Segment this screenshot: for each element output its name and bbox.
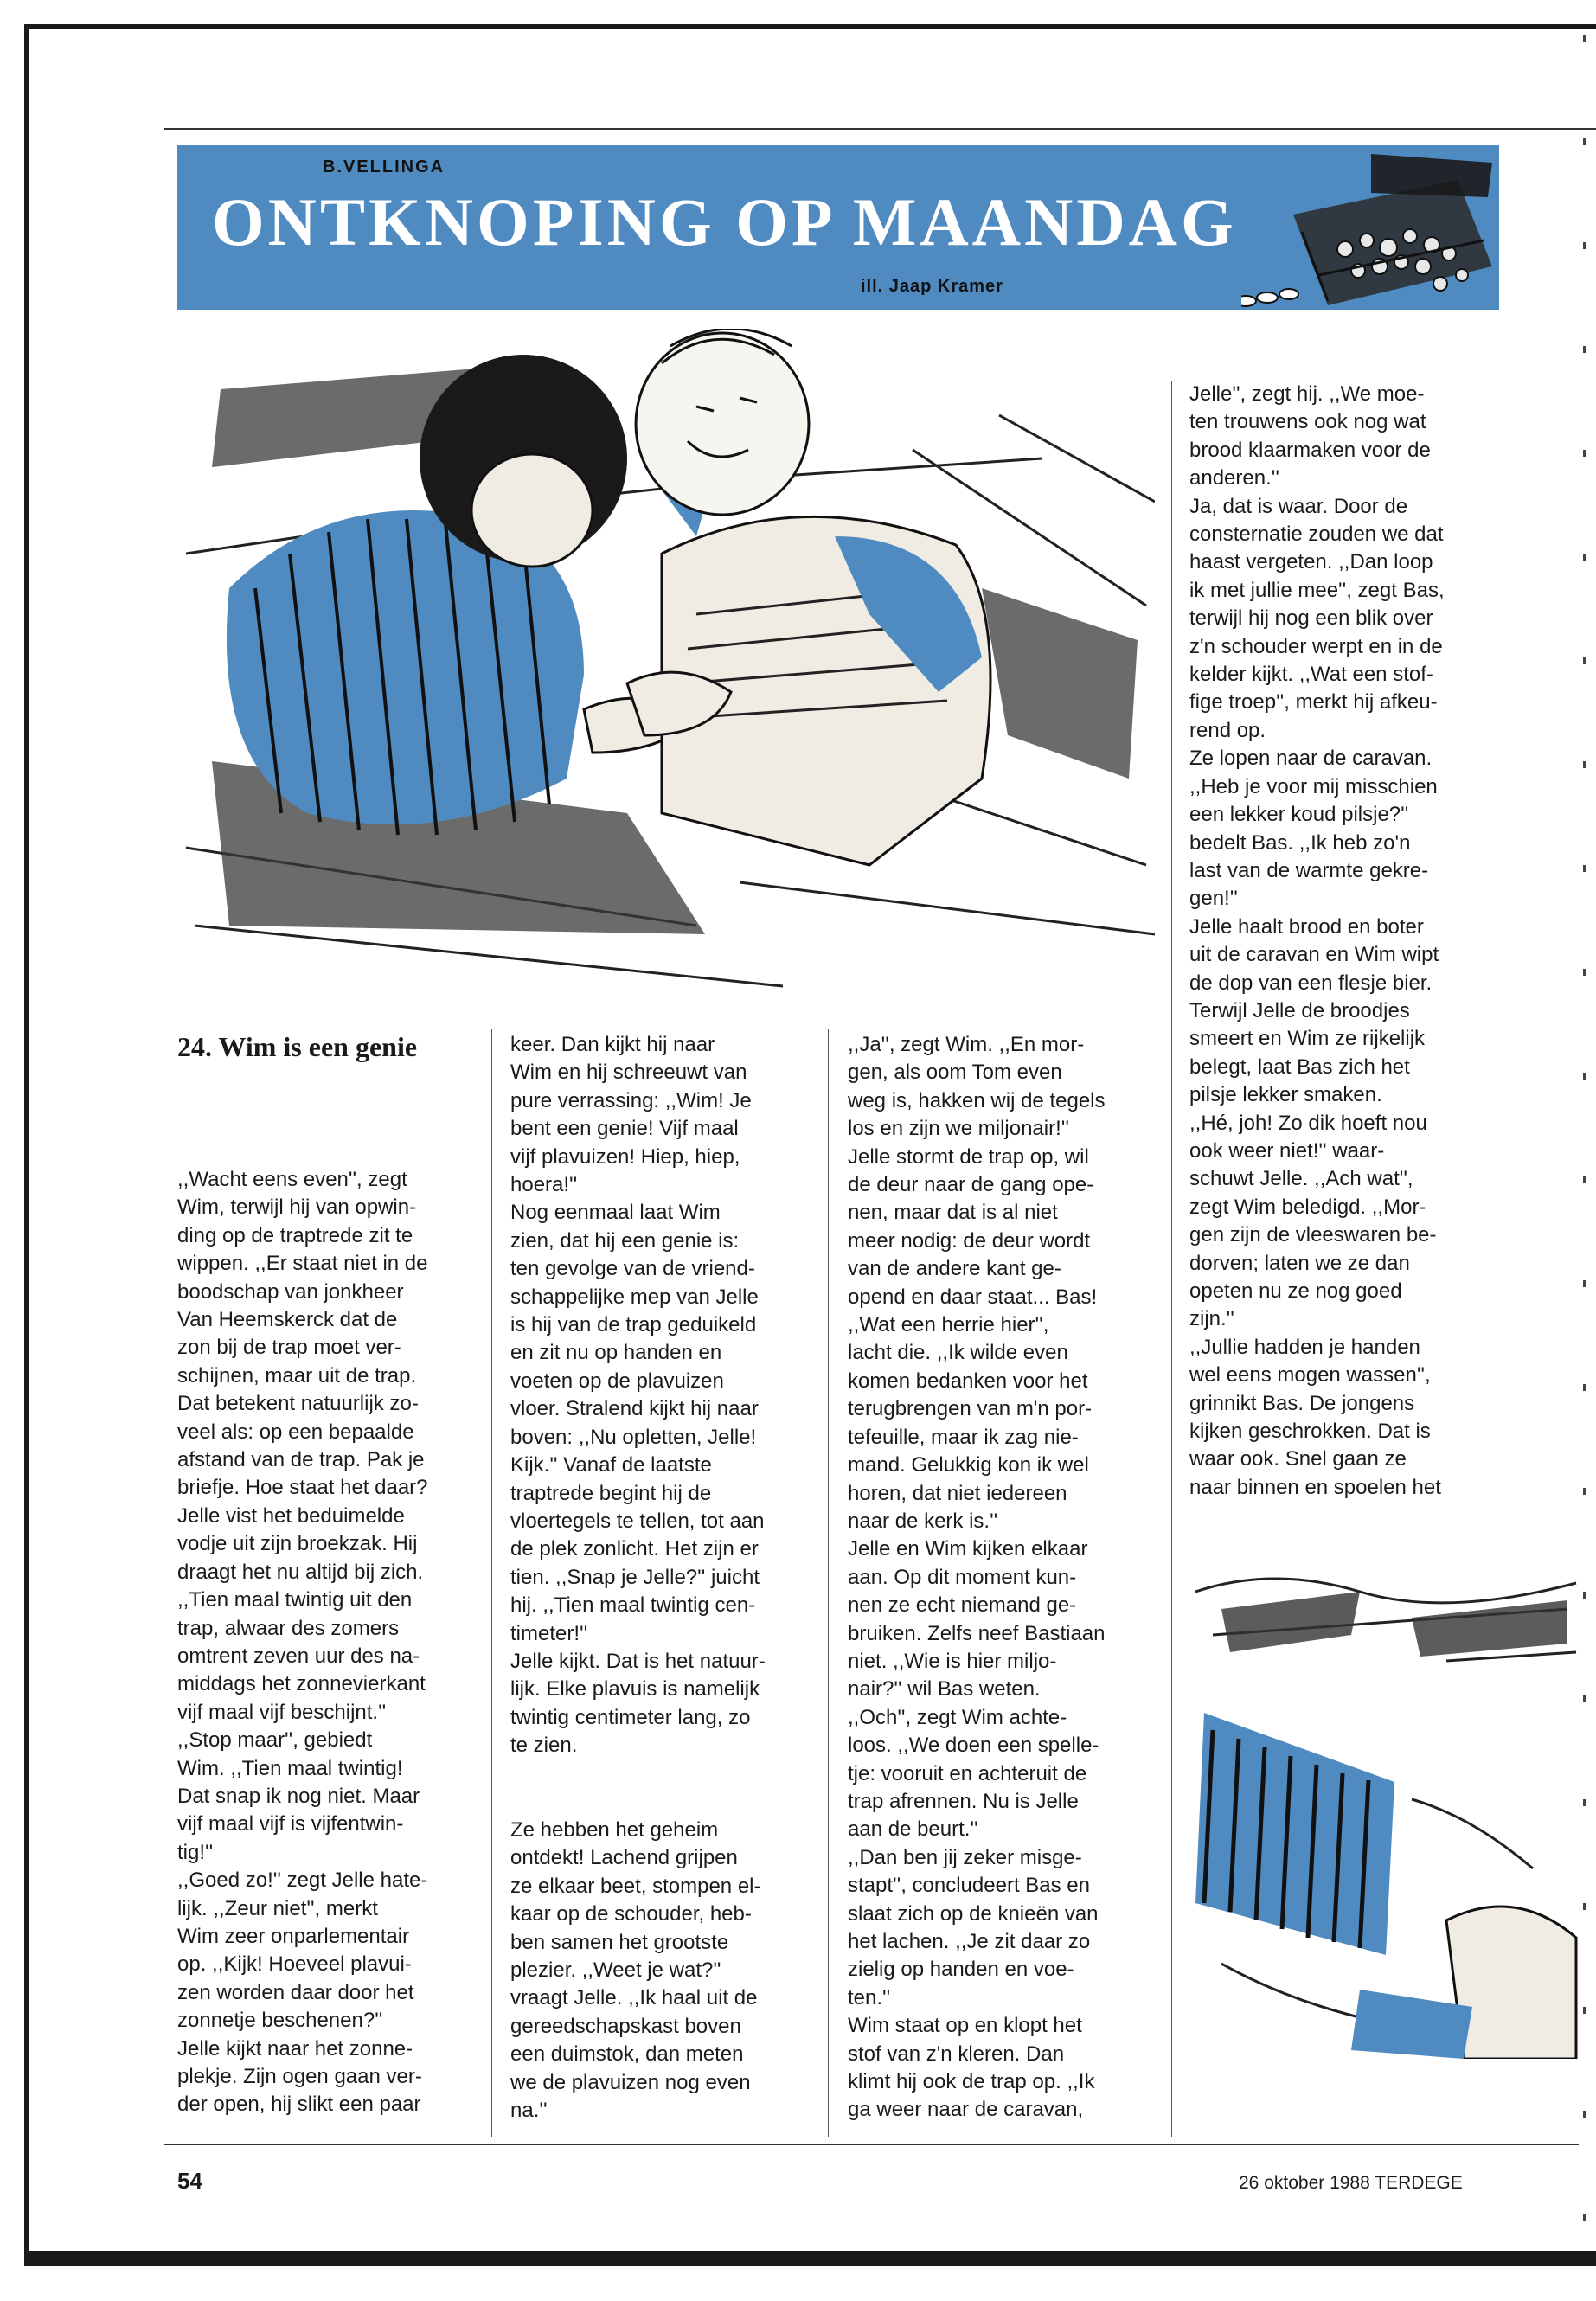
- page-frame-left: [24, 24, 29, 2266]
- text-line: vijf plavuizen! Hiep, hiep,: [510, 1144, 740, 1169]
- text-line: Wim zeer onparlementair: [177, 1924, 410, 1948]
- text-line: boven: ,,Nu opletten, Jelle!: [510, 1425, 757, 1449]
- text-line: ,,Heb je voor mij misschien: [1189, 774, 1438, 798]
- text-line: meer nodig: de deur wordt: [848, 1228, 1091, 1253]
- text-line: gereedschapskast boven: [510, 2014, 741, 2038]
- illustrator-credit: ill. Jaap Kramer: [861, 277, 1003, 296]
- author-name: B.VELLINGA: [323, 157, 445, 176]
- text-line: slaat zich op de knieën van: [848, 1901, 1099, 1926]
- text-line: dorven; laten we ze dan: [1189, 1251, 1410, 1275]
- text-line: te zien.: [510, 1734, 578, 1758]
- text-line: trap afrennen. Nu is Jelle: [848, 1789, 1079, 1813]
- text-line: vijf maal vijf beschijnt.'': [177, 1700, 387, 1724]
- text-line: nen ze echt niemand ge-: [848, 1593, 1077, 1618]
- text-line: de deur naar de gang ope-: [848, 1173, 1094, 1197]
- text-line: Dat snap ik nog niet. Maar: [177, 1784, 420, 1808]
- text-line: Jelle en Wim kijken elkaar: [848, 1537, 1088, 1561]
- text-line: gen!'': [1189, 887, 1238, 911]
- text-line: ,,Hé, joh! Zo dik hoeft nou: [1189, 1111, 1427, 1135]
- text-line: plekje. Zijn ogen gaan ver-: [177, 2065, 422, 2088]
- text-line: nair?'' wil Bas weten.: [848, 1677, 1041, 1702]
- chapter-heading: 24. Wim is een genie: [177, 1031, 418, 1062]
- text-line: keer. Dan kijkt hij naar: [510, 1033, 715, 1056]
- text-line: wippen. ,,Er staat niet in de: [177, 1252, 428, 1276]
- text-line: is hij van de trap geduikeld: [510, 1313, 757, 1337]
- title-banner: [177, 145, 1499, 310]
- text-line: last van de warmte gekre-: [1189, 858, 1429, 882]
- text-line: schijnen, maar uit de trap.: [177, 1363, 417, 1388]
- text-line: traptrede begint hij de: [510, 1481, 712, 1505]
- page-frame-top: [24, 24, 1596, 29]
- text-line: trap, alwaar des zomers: [177, 1616, 400, 1640]
- text-line: lijk. ,,Zeur niet'', merkt: [177, 1896, 378, 1920]
- text-line: ,,Stop maar'', gebiedt: [177, 1728, 373, 1753]
- text-line: ,,Goed zo!'' zegt Jelle hate-: [177, 1868, 428, 1893]
- text-line: lijk. Elke plavuis is namelijk: [510, 1677, 760, 1702]
- page-number: 54: [177, 2168, 202, 2194]
- text-line: klimt hij ook de trap op. ,,Ik: [848, 2070, 1095, 2094]
- text-line: de plek zonlicht. Het zijn er: [510, 1537, 759, 1561]
- text-line: niet. ,,Wie is hier miljo-: [848, 1649, 1057, 1673]
- text-line: tig!'': [177, 1840, 214, 1864]
- text-line: tefeuille, maar ik zag nie-: [848, 1425, 1079, 1449]
- text-line: we de plavuizen nog even: [510, 2070, 751, 2094]
- text-line: Jelle'', zegt hij. ,,We moe-: [1189, 382, 1425, 406]
- text-line: Terwijl Jelle de broodjes: [1189, 998, 1410, 1022]
- text-line: belegt, laat Bas zich het: [1189, 1054, 1410, 1079]
- text-line: een duimstok, dan meten: [510, 2042, 744, 2067]
- text-line: naar de kerk is.'': [848, 1509, 998, 1533]
- text-line: een lekker koud pilsje?'': [1189, 803, 1409, 827]
- text-line: weg is, hakken wij de tegels: [848, 1088, 1106, 1112]
- text-line: brood klaarmaken voor de: [1189, 438, 1431, 462]
- text-line: zijn.'': [1189, 1307, 1234, 1331]
- text-line: terugbrengen van m'n por-: [848, 1397, 1093, 1421]
- text-line: der open, hij slikt een paar: [177, 2093, 421, 2117]
- text-line: schappelijke mep van Jelle: [510, 1285, 759, 1309]
- text-line: gen zijn de vleeswaren be-: [1189, 1223, 1437, 1247]
- text-line: zonnetje beschenen?'': [177, 2009, 383, 2033]
- text-line: wel eens mogen wassen'',: [1189, 1363, 1431, 1388]
- text-line: briefje. Hoe staat het daar?: [177, 1476, 428, 1500]
- text-line: ga weer naar de caravan,: [848, 2098, 1084, 2122]
- text-line: gen, als oom Tom even: [848, 1061, 1062, 1085]
- text-line: zen worden daar door het: [177, 1980, 414, 2004]
- text-line: lacht die. ,,Ik wilde even: [848, 1341, 1068, 1365]
- text-line: zien, dat hij een genie is:: [510, 1228, 740, 1253]
- text-line: consternatie zouden we dat: [1189, 522, 1444, 547]
- footer-rule: [164, 2144, 1579, 2145]
- text-line: opeten nu ze nog goed: [1189, 1279, 1402, 1303]
- text-line: twintig centimeter lang, zo: [510, 1705, 751, 1729]
- text-line: tien. ,,Snap je Jelle?'' juicht: [510, 1565, 760, 1589]
- text-line: Dat betekent natuurlijk zo-: [177, 1392, 419, 1416]
- text-line: smeert en Wim ze rijkelijk: [1189, 1027, 1426, 1051]
- text-line: pure verrassing: ,,Wim! Je: [510, 1088, 752, 1112]
- text-line: voeten op de plavuizen: [510, 1368, 724, 1393]
- text-line: ten gevolge van de vriend-: [510, 1257, 755, 1281]
- text-line: Van Heemskerck dat de: [177, 1308, 398, 1332]
- text-line: schuwt Jelle. ,,Ach wat'',: [1189, 1167, 1413, 1191]
- text-line: bedelt Bas. ,,Ik heb zo'n: [1189, 830, 1411, 855]
- text-line: na.'': [510, 2099, 548, 2123]
- text-line: Jelle kijkt. Dat is het natuur-: [510, 1649, 766, 1673]
- text-line: kaar op de schouder, heb-: [510, 1902, 752, 1926]
- treasure-chest-illustration: [1241, 145, 1499, 310]
- text-line: zielig op handen en voe-: [848, 1958, 1074, 1982]
- publication-date: 26 oktober 1988 TERDEGE: [1239, 2173, 1463, 2193]
- text-line: loos. ,,We doen een spelle-: [848, 1734, 1099, 1758]
- text-line: hij. ,,Tien maal twintig cen-: [510, 1593, 756, 1618]
- text-line: en zit nu op handen en: [510, 1341, 722, 1365]
- text-line: ,,Wacht eens even'', zegt: [177, 1168, 407, 1191]
- text-line: Ze hebben het geheim: [510, 1818, 719, 1842]
- text-line: ten trouwens ook nog wat: [1189, 410, 1426, 434]
- text-line: haast vergeten. ,,Dan loop: [1189, 550, 1433, 574]
- text-line: draagt het nu altijd bij zich.: [177, 1560, 424, 1584]
- text-line: ook weer niet!'' waar-: [1189, 1138, 1385, 1163]
- text-line: timeter!'': [510, 1621, 588, 1645]
- text-line: kijken geschrokken. Dat is: [1189, 1420, 1431, 1444]
- text-line: Wim. ,,Tien maal twintig!: [177, 1756, 403, 1780]
- text-line: mand. Gelukkig kon ik wel: [848, 1453, 1089, 1477]
- text-line: bruiken. Zelfs neef Bastiaan: [848, 1621, 1106, 1645]
- text-line: vraagt Jelle. ,,Ik haal uit de: [510, 1986, 758, 2010]
- text-line: ding op de traptrede zit te: [177, 1223, 413, 1247]
- text-line: anderen.'': [1189, 466, 1279, 490]
- text-line: zegt Wim beledigd. ,,Mor-: [1189, 1195, 1426, 1219]
- text-line: naar binnen en spoelen het: [1189, 1475, 1441, 1499]
- text-line: aan. Op dit moment kun-: [848, 1565, 1077, 1589]
- text-line: los en zijn we miljonair!'': [848, 1117, 1069, 1141]
- text-line: waar ook. Snel gaan ze: [1189, 1447, 1407, 1471]
- text-line: rend op.: [1189, 718, 1266, 742]
- text-line: opend en daar staat... Bas!: [848, 1285, 1098, 1309]
- text-line: grinnikt Bas. De jongens: [1189, 1391, 1415, 1415]
- text-line: ,,Dan ben jij zeker misge-: [848, 1845, 1082, 1869]
- text-line: bent een genie! Vijf maal: [510, 1117, 739, 1141]
- text-line: hoera!'': [510, 1173, 578, 1197]
- text-line: Kijk.'' Vanaf de laatste: [510, 1453, 712, 1477]
- text-line: terwijl hij nog een blik over: [1189, 606, 1433, 631]
- text-line: ontdekt! Lachend grijpen: [510, 1846, 738, 1870]
- text-line: Ze lopen naar de caravan.: [1189, 747, 1433, 771]
- text-line: Jelle vist het beduimelde: [177, 1503, 405, 1528]
- text-line: zon bij de trap moet ver-: [177, 1336, 401, 1360]
- column-divider: [491, 1029, 492, 2137]
- text-line: vloertegels te tellen, tot aan: [510, 1509, 765, 1533]
- text-column-2b: [510, 1817, 809, 2125]
- text-line: ze elkaar beet, stompen el-: [510, 1874, 761, 1898]
- text-line: stof van z'n kleren. Dan: [848, 2041, 1065, 2066]
- text-line: plezier. ,,Weet je wat?'': [510, 1958, 721, 1983]
- text-line: pilsje lekker smaken.: [1189, 1083, 1382, 1107]
- top-rule: [164, 128, 1596, 130]
- text-line: Wim en hij schreeuwt van: [510, 1061, 747, 1085]
- text-column-4: [1189, 381, 1497, 1502]
- text-line: van de andere kant ge-: [848, 1257, 1061, 1281]
- text-line: veel als: op een bepaalde: [177, 1420, 414, 1444]
- text-line: Jelle haalt brood en boter: [1189, 914, 1424, 939]
- text-line: het lachen. ,,Je zit daar zo: [848, 1930, 1091, 1953]
- text-line: Ja, dat is waar. Door de: [1189, 494, 1408, 518]
- window-blinds: [1195, 1713, 1394, 1955]
- text-line: afstand van de trap. Pak je: [177, 1448, 425, 1472]
- text-line: uit de caravan en Wim wipt: [1189, 943, 1439, 967]
- text-line: ,,Wat een herrie hier'',: [848, 1313, 1049, 1337]
- text-line: vodje uit zijn broekzak. Hij: [177, 1532, 418, 1556]
- text-column-1: [177, 1166, 476, 2119]
- text-line: Jelle stormt de trap op, wil: [848, 1144, 1089, 1169]
- text-line: horen, dat niet iedereen: [848, 1481, 1067, 1505]
- page-frame-bottom: [24, 2251, 1596, 2266]
- text-line: fige troep'', merkt hij afkeu-: [1189, 690, 1438, 715]
- text-line: ten.'': [848, 1985, 891, 2009]
- text-line: z'n schouder werpt en in de: [1189, 634, 1443, 658]
- text-line: Wim, terwijl hij van opwin-: [177, 1195, 417, 1220]
- text-line: ,,Jullie hadden je handen: [1189, 1335, 1420, 1359]
- text-line: Jelle kijkt naar het zonne-: [177, 2036, 413, 2061]
- text-line: ben samen het grootste: [510, 1930, 729, 1954]
- text-line: ,,Tien maal twintig uit den: [177, 1588, 413, 1612]
- text-line: kelder kijkt. ,,Wat een stof-: [1189, 663, 1433, 687]
- text-line: de dop van een flesje bier.: [1189, 971, 1433, 995]
- story-title: ONTKNOPING OP MAANDAG: [212, 184, 1237, 260]
- boy-right: [627, 329, 990, 865]
- text-line: vloer. Stralend kijkt hij naar: [510, 1397, 759, 1421]
- illustration-caravan-interior: [1187, 1557, 1585, 2059]
- text-line: nen, maar dat is al niet: [848, 1201, 1058, 1225]
- text-line: vijf maal vijf is vijfentwin-: [177, 1812, 404, 1836]
- text-line: op. ,,Kijk! Hoeveel plavui-: [177, 1952, 412, 1977]
- text-column-2: [510, 1031, 809, 1760]
- text-line: boodschap van jonkheer: [177, 1279, 404, 1304]
- text-line: ,,Ja'', zegt Wim. ,,En mor-: [848, 1033, 1085, 1056]
- text-line: komen bedanken voor het: [848, 1368, 1088, 1393]
- text-line: stapt'', concludeert Bas en: [848, 1874, 1090, 1898]
- text-line: aan de beurt.'': [848, 1817, 978, 1842]
- text-line: omtrent zeven uur des na-: [177, 1644, 420, 1668]
- column-divider: [828, 1029, 829, 2137]
- column-divider: [1171, 381, 1172, 2137]
- text-column-3: [848, 1031, 1155, 2125]
- text-line: middags het zonnevierkant: [177, 1672, 426, 1696]
- text-line: Nog eenmaal laat Wim: [510, 1201, 721, 1225]
- text-line: tje: vooruit en achteruit de: [848, 1761, 1087, 1785]
- text-line: ik met jullie mee'', zegt Bas,: [1189, 578, 1445, 602]
- text-line: ,,Och'', zegt Wim achte-: [848, 1705, 1067, 1729]
- text-line: Wim staat op en klopt het: [848, 2014, 1082, 2038]
- illustration-two-boys: [177, 329, 1155, 1012]
